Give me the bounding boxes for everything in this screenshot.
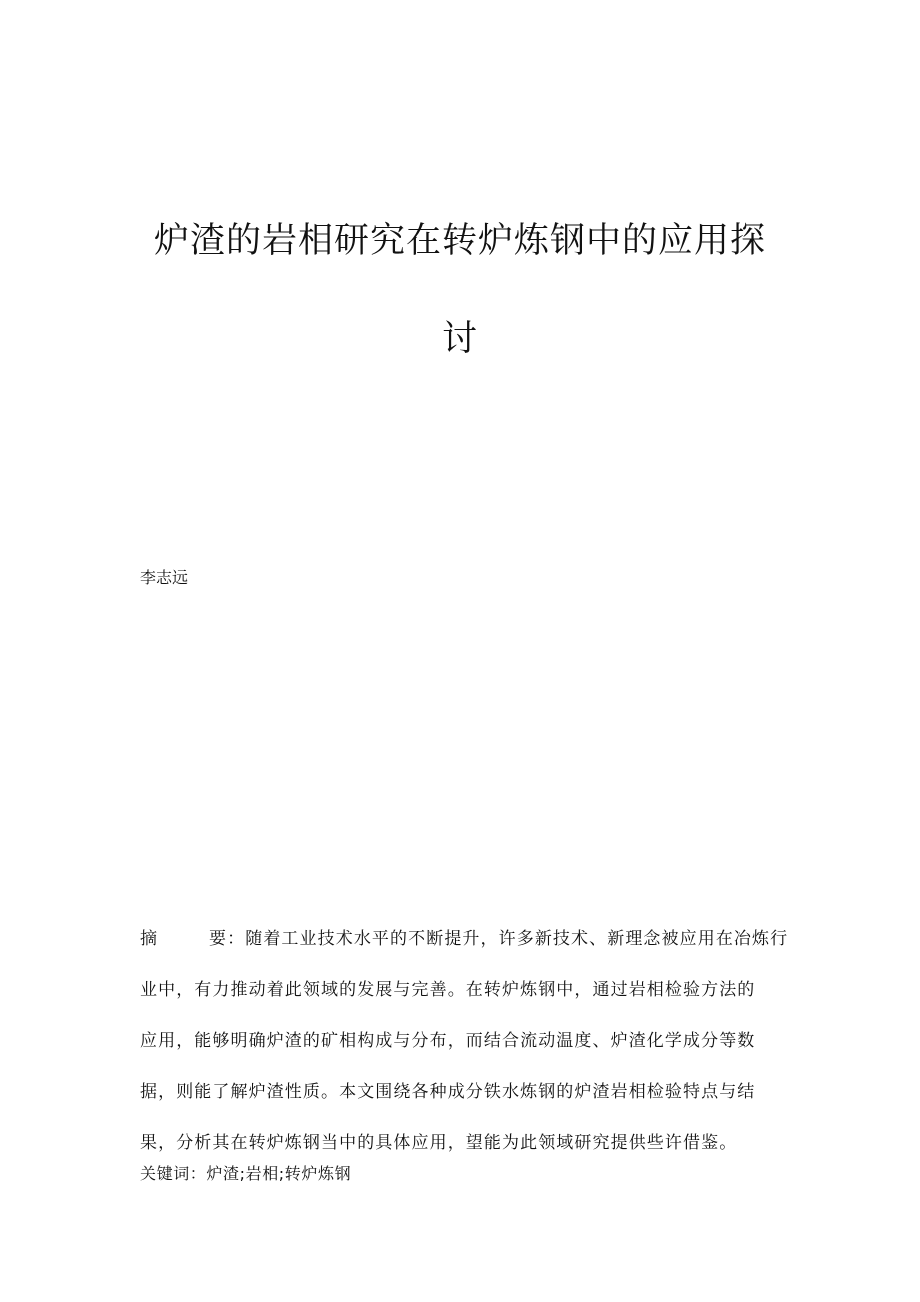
abstract-line-4: 据，则能了解炉渣性质。本文围绕各种成分铁水炼钢的炉渣岩相检验特点与结 xyxy=(140,1082,756,1102)
abstract-line-1 xyxy=(140,914,789,965)
keywords-line xyxy=(140,1162,351,1186)
abstract-label-char-1: 摘 xyxy=(140,929,159,949)
paper-title-line-2: 讨 xyxy=(441,319,478,359)
keywords-values: 炉渣;岩相;转炉炼钢 xyxy=(206,1164,352,1183)
abstract-line-2: 业中，有力推动着此领域的发展与完善。在转炉炼钢中，通过岩相检验方法的 xyxy=(140,980,756,1000)
author-name: 李志远 xyxy=(140,568,189,587)
abstract-text-1: 随着工业技术水平的不断提升，许多新技术、新理念被应用在冶炼行 xyxy=(245,929,789,949)
keywords-label: 关键词： xyxy=(140,1164,207,1183)
abstract-line-3: 应用，能够明确炉渣的矿相构成与分布，而结合流动温度、炉渣化学成分等数 xyxy=(140,1031,756,1051)
paper-title-line-1: 炉渣的岩相研究在转炉炼钢中的应用探 xyxy=(153,221,766,261)
abstract-label-colon: ： xyxy=(227,929,246,949)
abstract-label-char-2: 要 xyxy=(209,929,228,949)
abstract-block xyxy=(140,914,789,1169)
abstract-line-5: 果，分析其在转炉炼钢当中的具体应用，望能为此领域研究提供些许借鉴。 xyxy=(140,1133,738,1153)
